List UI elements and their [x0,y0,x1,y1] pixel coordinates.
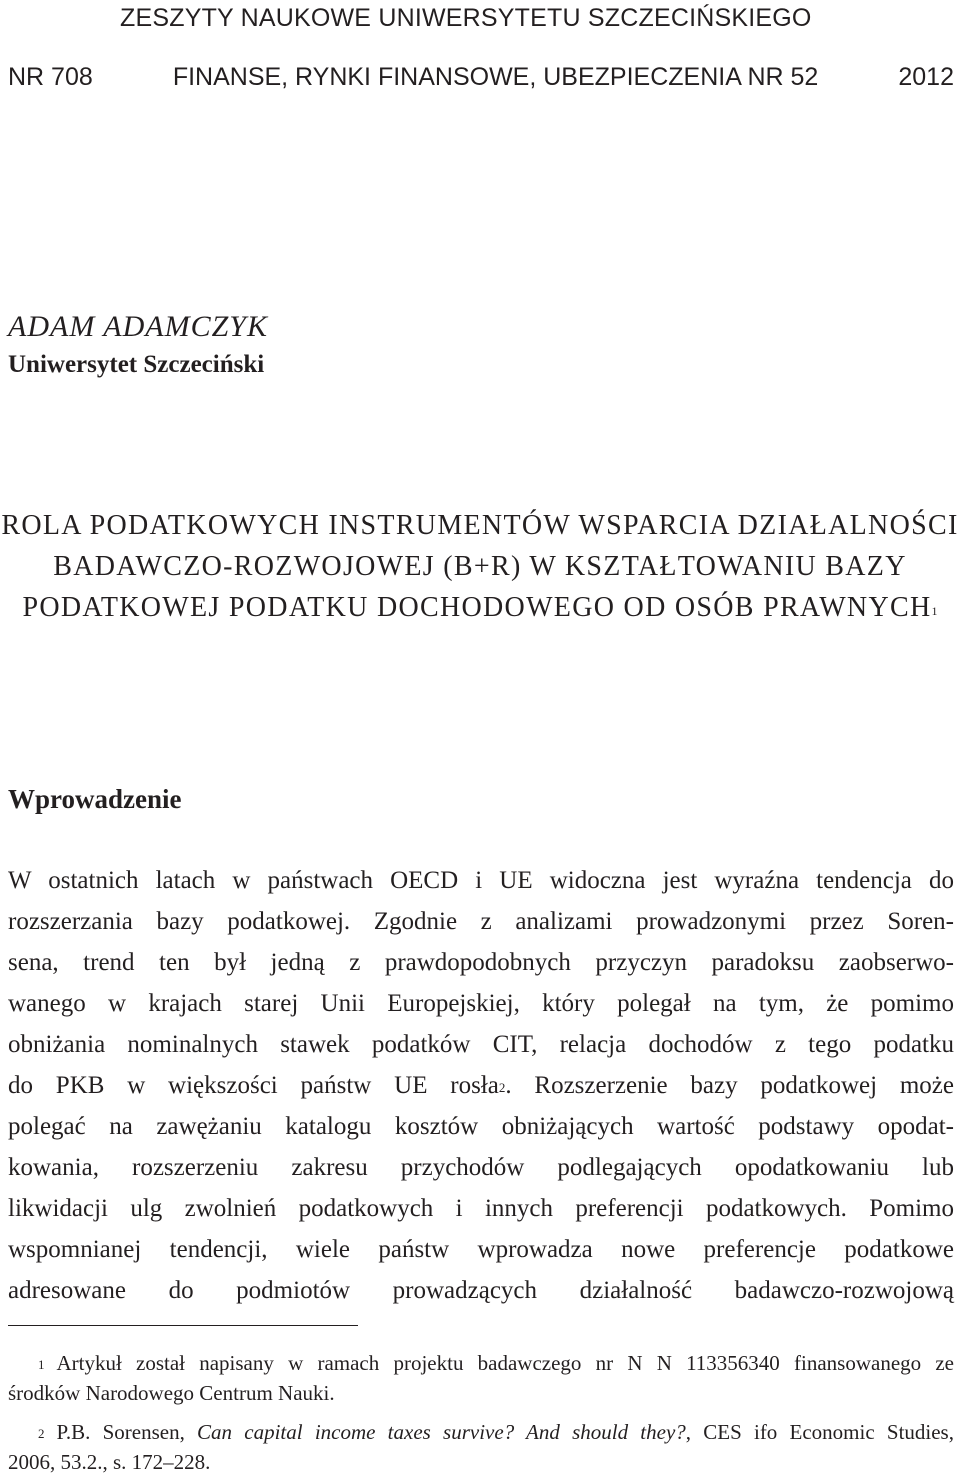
body-line: polegać na zawężaniu katalogu kosztów obniżających wartość podstawy opodat- [8,1113,954,1140]
body-line: kowania, rozszerzeniu zakresu przychodów podlegających opodatkowaniu lub [8,1154,954,1181]
journal-title: ZESZYTY NAUKOWE UNIWERSYTETU SZCZECIŃSKIEGO [120,4,812,32]
body-line: likwidacji ulg zwolnień podatkowych i innych preferencji podatkowych. Pomimo [8,1195,954,1222]
title-line-3-text: PODATKOWEJ PODATKU DOCHODOWEGO OD OSÓB PRAWNYCH [22,592,932,623]
body-paragraph [8,860,954,1311]
footnote-number: 2 [38,1426,45,1441]
footnote-text: , CES ifo Economic Studies, [685,1420,954,1444]
body-line-with-footnote [8,1065,954,1106]
issue-line [8,63,954,92]
issue-year: 2012 [898,63,954,91]
body-footnote-marker[interactable]: 2 [498,1080,506,1095]
footnote-number: 1 [38,1357,45,1372]
issue-number: NR 708 [8,63,93,91]
author-name: ADAM ADAMCZYK [8,310,268,343]
body-line: W ostatnich latach w państwach OECD i UE widoczna jest wyraźna tendencja do [8,867,954,894]
footnote-line [8,1348,954,1378]
footnote-text: Artykuł został napisany w ramach projektu badawczego nr N N 113356340 finansowanego ze [56,1351,954,1375]
cited-work-title: Can capital income taxes survive? And should they? [197,1420,686,1444]
footnote-text: P.B. Sorensen, [56,1420,198,1444]
body-line: wanego w krajach starej Unii Europejskiej, który polegał na tym, że pomimo [8,990,954,1017]
footnote-line: środków Narodowego Centrum Nauki. [8,1381,335,1405]
footnote-line: 2006, 53.2., s. 172–228. [8,1450,211,1474]
body-line: adresowane do podmiotów prowadzących działalność badawczo-rozwojową [8,1277,954,1304]
title-footnote-marker[interactable]: 1 [931,604,938,618]
footnote-2 [8,1417,954,1477]
title-line-2: BADAWCZO-ROZWOJOWEJ (B+R) W KSZTAŁTOWANIU BAZY [53,551,907,582]
footnote-1 [8,1348,954,1408]
section-heading: Wprowadzenie [8,784,182,814]
article-title [0,505,960,628]
body-line: sena, trend ten był jedną z prawdopodobnych przyczyn paradoksu zaobserwo- [8,949,954,976]
title-line-3 [0,587,960,628]
series-title: FINANSE, RYNKI FINANSOWE, UBEZPIECZENIA NR 52 [172,63,819,91]
body-text: . Rozszerzenie bazy podatkowej może [505,1072,954,1099]
author-affiliation: Uniwersytet Szczeciński [8,351,265,378]
title-line-1: ROLA PODATKOWYCH INSTRUMENTÓW WSPARCIA DZIAŁALNOŚCI [1,510,959,541]
footnote-separator [8,1325,358,1326]
body-line: rozszerzania bazy podatkowej. Zgodnie z analizami prowadzonymi przez Soren- [8,908,954,935]
footnote-line [8,1417,954,1447]
body-text: do PKB w większości państw UE rosła [8,1072,499,1099]
body-line: obniżania nominalnych stawek podatków CIT, relacja dochodów z tego podatku [8,1031,954,1058]
body-line: wspomnianej tendencji, wiele państw wprowadza nowe preferencje podatkowe [8,1236,954,1263]
